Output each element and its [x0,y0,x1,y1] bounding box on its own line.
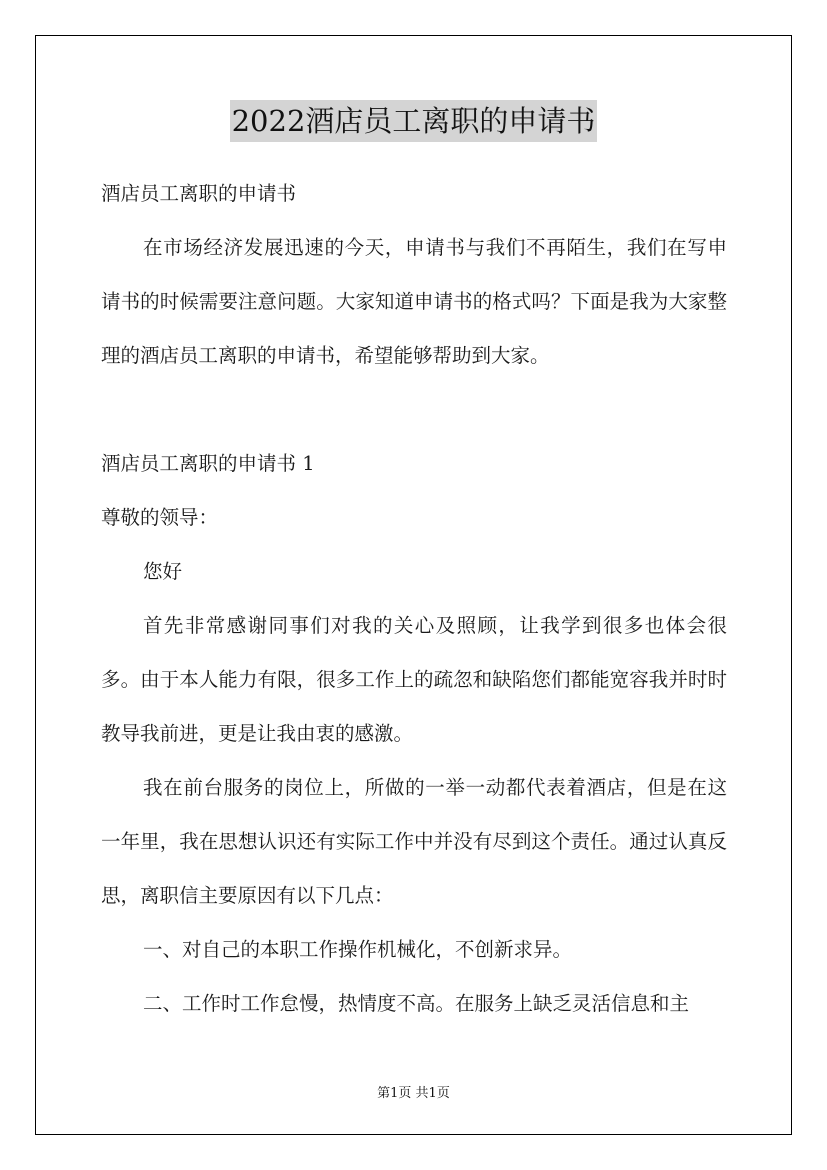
greeting: 您好 [143,560,183,583]
body-paragraph-1: 首先非常感谢同事们对我的关心及照顾，让我学到很多也体会很多。由于本人能力有限，很多工作上的疏忽和缺陷您们都能宽容我并时时教导我前进，更是让我由衷的感激。 [101,614,727,745]
page-footer: 第1页 共1页 [377,1086,450,1101]
body-paragraph-3: 一、对自己的本职工作操作机械化，不创新求异。 [143,938,573,961]
salutation: 尊敬的领导： [101,506,219,529]
subtitle: 酒店员工离职的申请书 [101,182,297,205]
section-heading: 酒店员工离职的申请书 1 [101,452,315,475]
document-title: 2022酒店员工离职的申请书 [230,100,598,142]
body-paragraph-2: 我在前台服务的岗位上，所做的一举一动都代表着酒店，但是在这一年里，我在思想认识还有实际工作中并没有尽到这个责任。通过认真反思，离职信主要原因有以下几点： [101,776,727,907]
body-paragraph-4: 二、工作时工作怠慢，热情度不高。在服务上缺乏灵活信息和主 [143,992,690,1015]
intro-paragraph: 在市场经济发展迅速的今天，申请书与我们不再陌生，我们在写申请书的时候需要注意问题。大家知道申请书的格式吗？下面是我为大家整理的酒店员工离职的申请书，希望能够帮助到大家。 [101,236,727,367]
title-wrap [0,100,827,142]
